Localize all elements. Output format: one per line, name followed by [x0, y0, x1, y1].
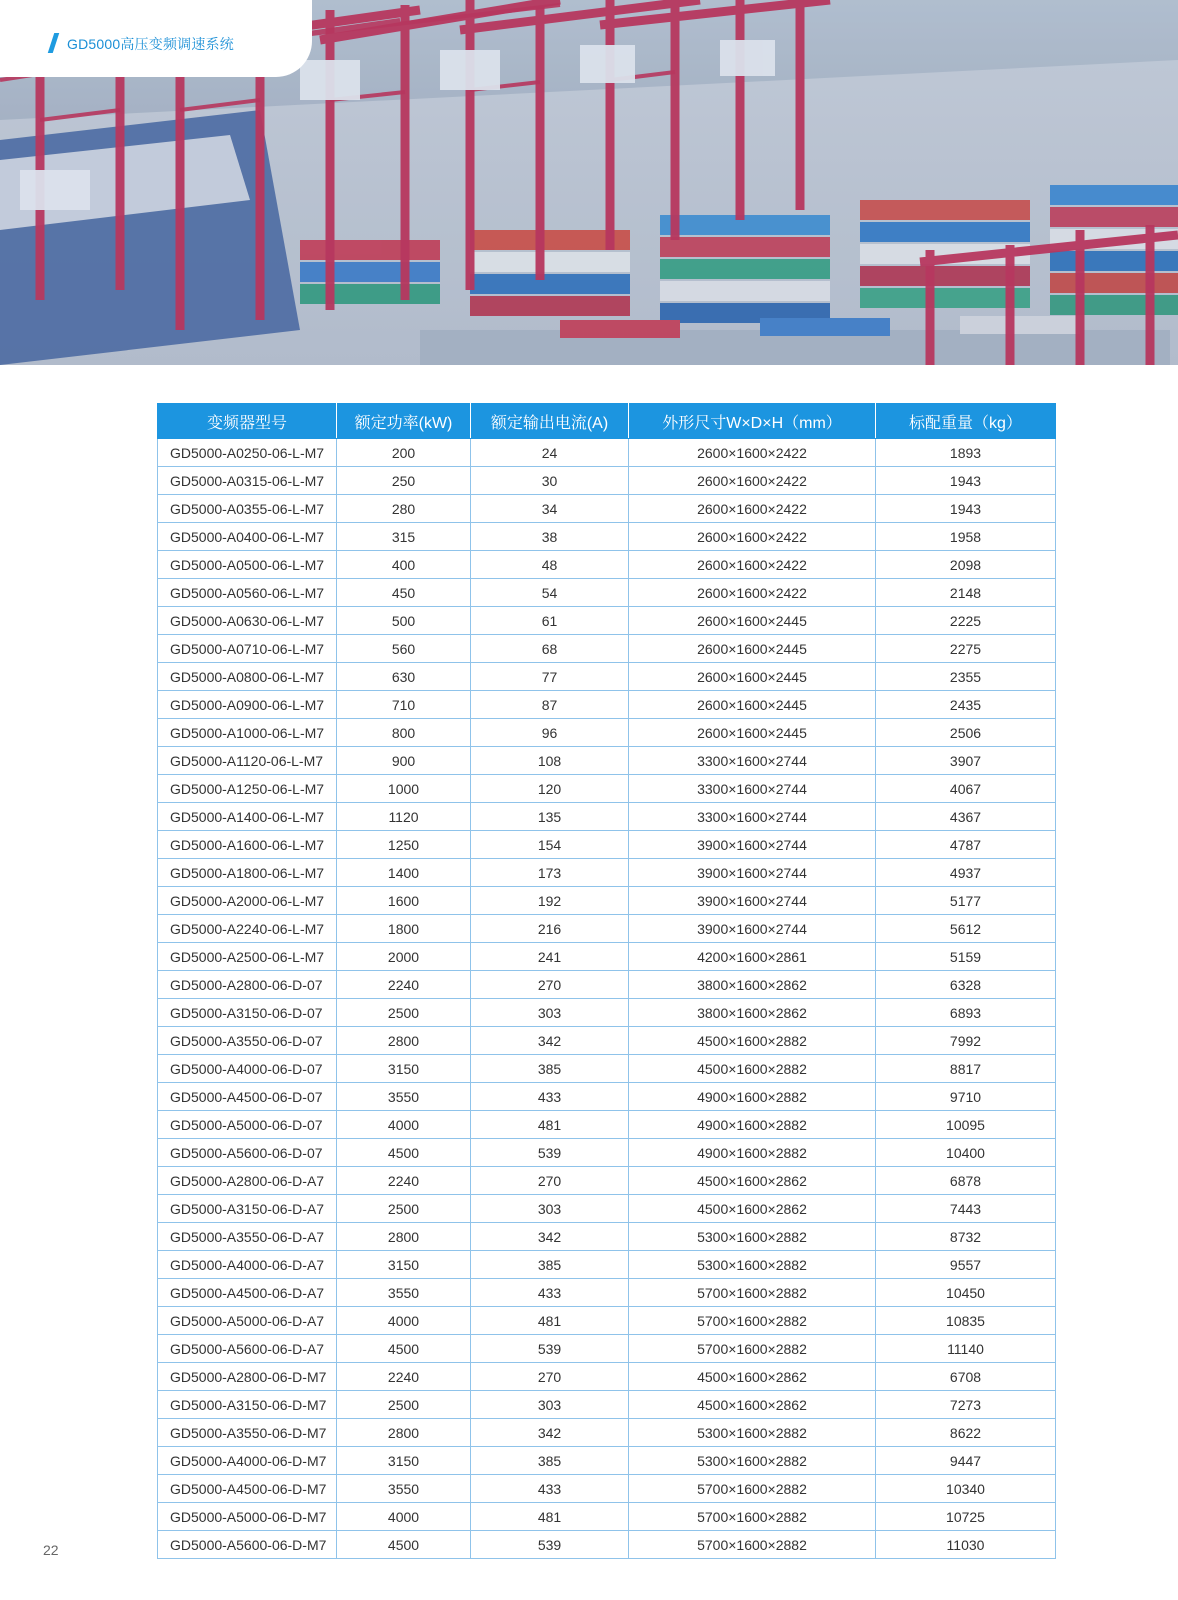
dimensions-cell: 3300×1600×2744	[629, 803, 876, 831]
current-cell: 54	[471, 579, 629, 607]
dimensions-cell: 3900×1600×2744	[629, 887, 876, 915]
power-cell: 4500	[337, 1335, 471, 1363]
weight-cell: 4067	[876, 775, 1056, 803]
current-cell: 342	[471, 1027, 629, 1055]
table-row	[158, 495, 1056, 523]
current-cell: 48	[471, 551, 629, 579]
dimensions-cell: 5300×1600×2882	[629, 1223, 876, 1251]
table-row	[158, 859, 1056, 887]
dimensions-cell: 4900×1600×2882	[629, 1083, 876, 1111]
current-cell: 30	[471, 467, 629, 495]
model-cell: GD5000-A0400-06-L-M7	[158, 523, 337, 551]
weight-cell: 8732	[876, 1223, 1056, 1251]
power-cell: 2000	[337, 943, 471, 971]
document-title: GD5000高压变频调速系统	[67, 36, 234, 52]
weight-cell: 1893	[876, 439, 1056, 467]
power-cell: 4000	[337, 1111, 471, 1139]
table-row	[158, 1335, 1056, 1363]
table-row	[158, 915, 1056, 943]
dimensions-cell: 2600×1600×2422	[629, 439, 876, 467]
power-cell: 3550	[337, 1279, 471, 1307]
model-cell: GD5000-A5600-06-D-A7	[158, 1335, 337, 1363]
table-row	[158, 1195, 1056, 1223]
weight-cell: 6328	[876, 971, 1056, 999]
dimensions-cell: 3900×1600×2744	[629, 831, 876, 859]
table-row	[158, 775, 1056, 803]
weight-cell: 5159	[876, 943, 1056, 971]
table-row	[158, 803, 1056, 831]
model-cell: GD5000-A3550-06-D-M7	[158, 1419, 337, 1447]
table-row	[158, 719, 1056, 747]
current-cell: 24	[471, 439, 629, 467]
weight-cell: 7443	[876, 1195, 1056, 1223]
table-row	[158, 1419, 1056, 1447]
page-number: 22	[43, 1542, 59, 1558]
model-cell: GD5000-A1400-06-L-M7	[158, 803, 337, 831]
model-cell: GD5000-A4000-06-D-M7	[158, 1447, 337, 1475]
dimensions-cell: 4900×1600×2882	[629, 1139, 876, 1167]
dimensions-cell: 3300×1600×2744	[629, 775, 876, 803]
dimensions-cell: 3900×1600×2744	[629, 915, 876, 943]
table-row	[158, 971, 1056, 999]
power-cell: 900	[337, 747, 471, 775]
current-cell: 539	[471, 1139, 629, 1167]
dimensions-cell: 3800×1600×2862	[629, 971, 876, 999]
dimensions-cell: 2600×1600×2422	[629, 551, 876, 579]
power-cell: 560	[337, 635, 471, 663]
power-cell: 2800	[337, 1419, 471, 1447]
model-cell: GD5000-A5000-06-D-A7	[158, 1307, 337, 1335]
current-cell: 433	[471, 1279, 629, 1307]
current-cell: 108	[471, 747, 629, 775]
current-cell: 192	[471, 887, 629, 915]
current-cell: 539	[471, 1531, 629, 1559]
current-cell: 481	[471, 1503, 629, 1531]
model-cell: GD5000-A0630-06-L-M7	[158, 607, 337, 635]
model-cell: GD5000-A0500-06-L-M7	[158, 551, 337, 579]
model-cell: GD5000-A4500-06-D-07	[158, 1083, 337, 1111]
dimensions-cell: 5300×1600×2882	[629, 1251, 876, 1279]
power-cell: 800	[337, 719, 471, 747]
dimensions-cell: 2600×1600×2445	[629, 635, 876, 663]
spec-table	[157, 403, 1056, 1559]
power-cell: 3150	[337, 1447, 471, 1475]
power-cell: 3150	[337, 1251, 471, 1279]
power-cell: 2240	[337, 971, 471, 999]
table-row	[158, 1447, 1056, 1475]
dimensions-cell: 5700×1600×2882	[629, 1503, 876, 1531]
current-cell: 270	[471, 1363, 629, 1391]
model-cell: GD5000-A4500-06-D-A7	[158, 1279, 337, 1307]
dimensions-cell: 3800×1600×2862	[629, 999, 876, 1027]
current-cell: 342	[471, 1419, 629, 1447]
model-cell: GD5000-A1000-06-L-M7	[158, 719, 337, 747]
weight-cell: 4367	[876, 803, 1056, 831]
dimensions-cell: 4500×1600×2862	[629, 1391, 876, 1419]
table-row	[158, 1083, 1056, 1111]
model-cell: GD5000-A5600-06-D-07	[158, 1139, 337, 1167]
model-cell: GD5000-A3150-06-D-07	[158, 999, 337, 1027]
current-cell: 303	[471, 1391, 629, 1419]
model-cell: GD5000-A5600-06-D-M7	[158, 1531, 337, 1559]
power-cell: 1800	[337, 915, 471, 943]
column-header: 标配重量（kg）	[876, 404, 1056, 439]
current-cell: 385	[471, 1055, 629, 1083]
power-cell: 2240	[337, 1167, 471, 1195]
dimensions-cell: 4500×1600×2882	[629, 1027, 876, 1055]
weight-cell: 8622	[876, 1419, 1056, 1447]
power-cell: 4500	[337, 1531, 471, 1559]
power-cell: 1400	[337, 859, 471, 887]
weight-cell: 2148	[876, 579, 1056, 607]
current-cell: 173	[471, 859, 629, 887]
table-row	[158, 943, 1056, 971]
model-cell: GD5000-A0315-06-L-M7	[158, 467, 337, 495]
power-cell: 1120	[337, 803, 471, 831]
table-row	[158, 999, 1056, 1027]
table-row	[158, 523, 1056, 551]
weight-cell: 9447	[876, 1447, 1056, 1475]
current-cell: 216	[471, 915, 629, 943]
dimensions-cell: 2600×1600×2422	[629, 579, 876, 607]
power-cell: 4500	[337, 1139, 471, 1167]
column-header: 变频器型号	[158, 404, 337, 439]
table-row	[158, 1531, 1056, 1559]
column-header: 外形尺寸W×D×H（mm）	[629, 404, 876, 439]
model-cell: GD5000-A2800-06-D-A7	[158, 1167, 337, 1195]
table-row	[158, 1503, 1056, 1531]
table-row	[158, 1139, 1056, 1167]
current-cell: 481	[471, 1307, 629, 1335]
model-cell: GD5000-A2500-06-L-M7	[158, 943, 337, 971]
weight-cell: 10095	[876, 1111, 1056, 1139]
dimensions-cell: 5700×1600×2882	[629, 1531, 876, 1559]
model-cell: GD5000-A0710-06-L-M7	[158, 635, 337, 663]
power-cell: 280	[337, 495, 471, 523]
dimensions-cell: 5700×1600×2882	[629, 1475, 876, 1503]
current-cell: 303	[471, 1195, 629, 1223]
current-cell: 241	[471, 943, 629, 971]
weight-cell: 10450	[876, 1279, 1056, 1307]
current-cell: 38	[471, 523, 629, 551]
power-cell: 1000	[337, 775, 471, 803]
current-cell: 539	[471, 1335, 629, 1363]
model-cell: GD5000-A2000-06-L-M7	[158, 887, 337, 915]
model-cell: GD5000-A3550-06-D-A7	[158, 1223, 337, 1251]
dimensions-cell: 5700×1600×2882	[629, 1279, 876, 1307]
table-row	[158, 1475, 1056, 1503]
current-cell: 270	[471, 1167, 629, 1195]
dimensions-cell: 5300×1600×2882	[629, 1447, 876, 1475]
current-cell: 77	[471, 663, 629, 691]
power-cell: 2800	[337, 1027, 471, 1055]
model-cell: GD5000-A4000-06-D-A7	[158, 1251, 337, 1279]
dimensions-cell: 4500×1600×2862	[629, 1195, 876, 1223]
power-cell: 2240	[337, 1363, 471, 1391]
model-cell: GD5000-A2240-06-L-M7	[158, 915, 337, 943]
current-cell: 385	[471, 1447, 629, 1475]
current-cell: 433	[471, 1475, 629, 1503]
table-row	[158, 1307, 1056, 1335]
table-row	[158, 831, 1056, 859]
table-row	[158, 635, 1056, 663]
power-cell: 3550	[337, 1083, 471, 1111]
table-row	[158, 467, 1056, 495]
weight-cell: 2506	[876, 719, 1056, 747]
power-cell: 2800	[337, 1223, 471, 1251]
table-row	[158, 691, 1056, 719]
dimensions-cell: 4900×1600×2882	[629, 1111, 876, 1139]
table-row	[158, 439, 1056, 467]
weight-cell: 10400	[876, 1139, 1056, 1167]
weight-cell: 11140	[876, 1335, 1056, 1363]
current-cell: 303	[471, 999, 629, 1027]
dimensions-cell: 2600×1600×2422	[629, 495, 876, 523]
model-cell: GD5000-A4000-06-D-07	[158, 1055, 337, 1083]
weight-cell: 5177	[876, 887, 1056, 915]
column-header: 额定功率(kW)	[337, 404, 471, 439]
current-cell: 34	[471, 495, 629, 523]
model-cell: GD5000-A0250-06-L-M7	[158, 439, 337, 467]
dimensions-cell: 3900×1600×2744	[629, 859, 876, 887]
dimensions-cell: 4500×1600×2862	[629, 1167, 876, 1195]
weight-cell: 2098	[876, 551, 1056, 579]
table-row	[158, 1055, 1056, 1083]
dimensions-cell: 5700×1600×2882	[629, 1307, 876, 1335]
model-cell: GD5000-A4500-06-D-M7	[158, 1475, 337, 1503]
weight-cell: 4937	[876, 859, 1056, 887]
dimensions-cell: 2600×1600×2422	[629, 523, 876, 551]
weight-cell: 4787	[876, 831, 1056, 859]
model-cell: GD5000-A1600-06-L-M7	[158, 831, 337, 859]
power-cell: 3550	[337, 1475, 471, 1503]
weight-cell: 10835	[876, 1307, 1056, 1335]
dimensions-cell: 2600×1600×2422	[629, 467, 876, 495]
table-row	[158, 1251, 1056, 1279]
weight-cell: 9710	[876, 1083, 1056, 1111]
current-cell: 120	[471, 775, 629, 803]
model-cell: GD5000-A3150-06-D-M7	[158, 1391, 337, 1419]
power-cell: 3150	[337, 1055, 471, 1083]
table-row	[158, 1363, 1056, 1391]
current-cell: 385	[471, 1251, 629, 1279]
model-cell: GD5000-A0800-06-L-M7	[158, 663, 337, 691]
header-photo	[0, 0, 1178, 365]
power-cell: 500	[337, 607, 471, 635]
weight-cell: 9557	[876, 1251, 1056, 1279]
power-cell: 1600	[337, 887, 471, 915]
model-cell: GD5000-A3150-06-D-A7	[158, 1195, 337, 1223]
dimensions-cell: 2600×1600×2445	[629, 607, 876, 635]
current-cell: 61	[471, 607, 629, 635]
dimensions-cell: 2600×1600×2445	[629, 663, 876, 691]
table-row	[158, 887, 1056, 915]
weight-cell: 6893	[876, 999, 1056, 1027]
dimensions-cell: 5700×1600×2882	[629, 1335, 876, 1363]
power-cell: 315	[337, 523, 471, 551]
table-row	[158, 607, 1056, 635]
brand-slash-icon	[48, 33, 59, 53]
weight-cell: 2355	[876, 663, 1056, 691]
table-header-row	[158, 404, 1056, 439]
table-row	[158, 1223, 1056, 1251]
weight-cell: 3907	[876, 747, 1056, 775]
model-cell: GD5000-A0355-06-L-M7	[158, 495, 337, 523]
weight-cell: 10340	[876, 1475, 1056, 1503]
power-cell: 2500	[337, 999, 471, 1027]
current-cell: 270	[471, 971, 629, 999]
weight-cell: 11030	[876, 1531, 1056, 1559]
model-cell: GD5000-A3550-06-D-07	[158, 1027, 337, 1055]
model-cell: GD5000-A1120-06-L-M7	[158, 747, 337, 775]
power-cell: 2500	[337, 1195, 471, 1223]
current-cell: 154	[471, 831, 629, 859]
table-row	[158, 747, 1056, 775]
table-body	[158, 439, 1056, 1559]
dimensions-cell: 5300×1600×2882	[629, 1419, 876, 1447]
weight-cell: 1958	[876, 523, 1056, 551]
table-row	[158, 1167, 1056, 1195]
weight-cell: 6708	[876, 1363, 1056, 1391]
table-row	[158, 1391, 1056, 1419]
current-cell: 342	[471, 1223, 629, 1251]
table-row	[158, 1279, 1056, 1307]
weight-cell: 7992	[876, 1027, 1056, 1055]
current-cell: 433	[471, 1083, 629, 1111]
power-cell: 710	[337, 691, 471, 719]
weight-cell: 2275	[876, 635, 1056, 663]
power-cell: 1250	[337, 831, 471, 859]
power-cell: 450	[337, 579, 471, 607]
dimensions-cell: 4200×1600×2861	[629, 943, 876, 971]
power-cell: 200	[337, 439, 471, 467]
dimensions-cell: 2600×1600×2445	[629, 719, 876, 747]
power-cell: 2500	[337, 1391, 471, 1419]
dimensions-cell: 2600×1600×2445	[629, 691, 876, 719]
power-cell: 630	[337, 663, 471, 691]
weight-cell: 7273	[876, 1391, 1056, 1419]
current-cell: 87	[471, 691, 629, 719]
model-cell: GD5000-A5000-06-D-07	[158, 1111, 337, 1139]
weight-cell: 2225	[876, 607, 1056, 635]
header-tab	[0, 0, 312, 77]
weight-cell: 1943	[876, 495, 1056, 523]
weight-cell: 10725	[876, 1503, 1056, 1531]
current-cell: 96	[471, 719, 629, 747]
column-header: 额定输出电流(A)	[471, 404, 629, 439]
model-cell: GD5000-A0900-06-L-M7	[158, 691, 337, 719]
weight-cell: 5612	[876, 915, 1056, 943]
dimensions-cell: 4500×1600×2862	[629, 1363, 876, 1391]
model-cell: GD5000-A0560-06-L-M7	[158, 579, 337, 607]
weight-cell: 8817	[876, 1055, 1056, 1083]
weight-cell: 2435	[876, 691, 1056, 719]
table-row	[158, 1111, 1056, 1139]
power-cell: 250	[337, 467, 471, 495]
current-cell: 135	[471, 803, 629, 831]
model-cell: GD5000-A5000-06-D-M7	[158, 1503, 337, 1531]
table-row	[158, 1027, 1056, 1055]
model-cell: GD5000-A1250-06-L-M7	[158, 775, 337, 803]
table-row	[158, 579, 1056, 607]
dimensions-cell: 4500×1600×2882	[629, 1055, 876, 1083]
dimensions-cell: 3300×1600×2744	[629, 747, 876, 775]
power-cell: 4000	[337, 1307, 471, 1335]
current-cell: 481	[471, 1111, 629, 1139]
power-cell: 400	[337, 551, 471, 579]
model-cell: GD5000-A2800-06-D-M7	[158, 1363, 337, 1391]
table-row	[158, 663, 1056, 691]
table-row	[158, 551, 1056, 579]
weight-cell: 1943	[876, 467, 1056, 495]
model-cell: GD5000-A1800-06-L-M7	[158, 859, 337, 887]
power-cell: 4000	[337, 1503, 471, 1531]
weight-cell: 6878	[876, 1167, 1056, 1195]
model-cell: GD5000-A2800-06-D-07	[158, 971, 337, 999]
current-cell: 68	[471, 635, 629, 663]
